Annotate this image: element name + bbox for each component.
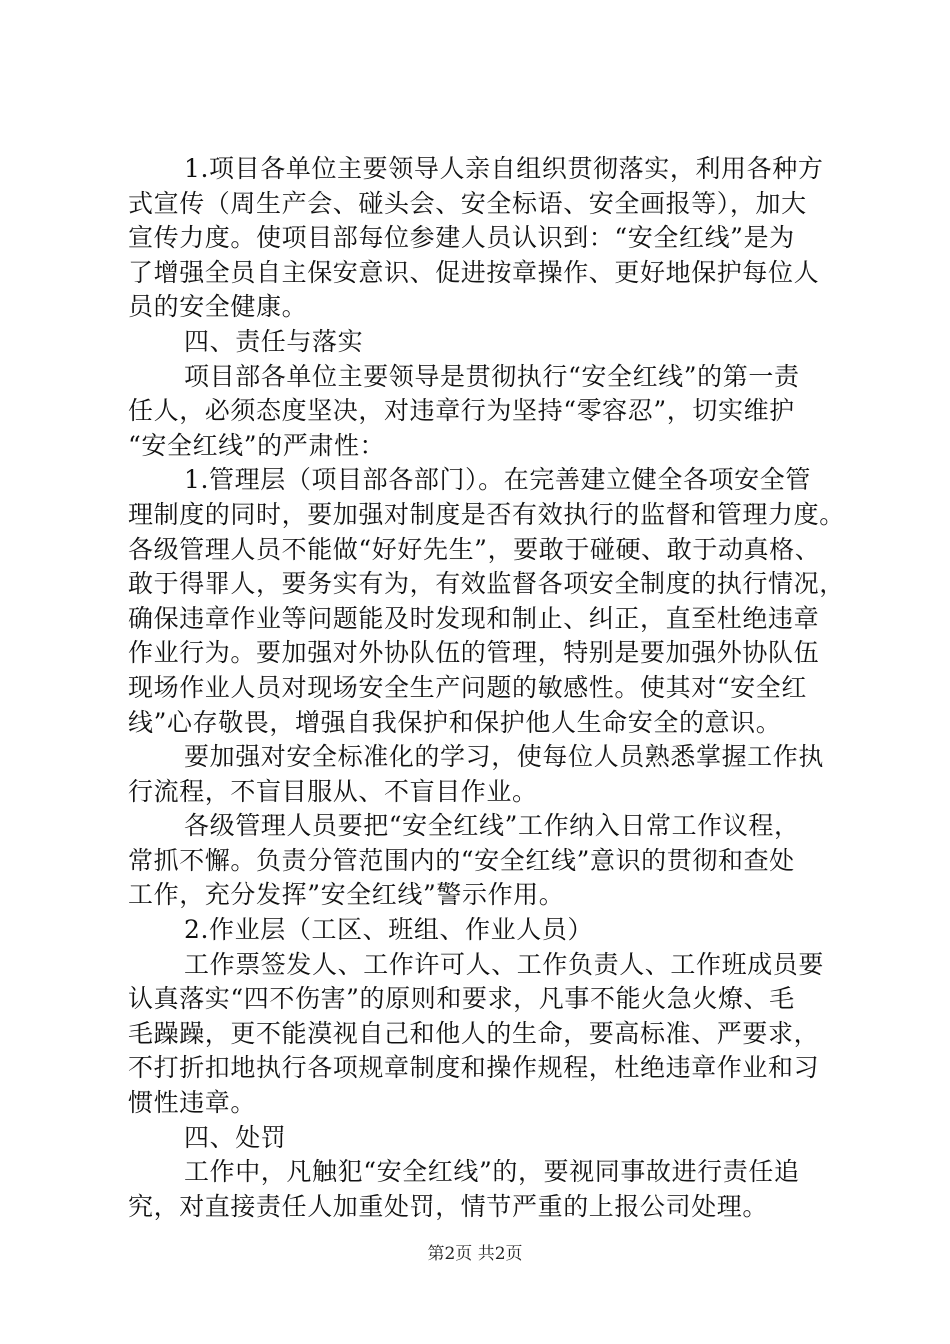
text-line: 各级管理人员要把“安全红线”工作纳入日常工作议程， <box>184 811 800 841</box>
text-line: “安全红线”的严肃性： <box>128 430 386 460</box>
text-line: 要加强对安全标准化的学习，使每位人员熟悉掌握工作执 <box>184 742 825 772</box>
text-line: 究，对直接责任人加重处罚，情节严重的上报公司处理。 <box>128 1191 769 1221</box>
text-line: 敢于得罪人，要务实有为，有效监督各项安全制度的执行情况， <box>128 569 845 599</box>
text-line: 毛躁躁，更不能漠视自己和他人的生命，要高标准、严要求， <box>128 1018 820 1048</box>
text-line: 2.作业层（工区、班组、作业人员） <box>184 915 594 945</box>
text-line: 各级管理人员不能做“好好先生”，要敢于碰硬、敢于动真格、 <box>128 534 821 564</box>
text-line: 式宣传（周生产会、碰头会、安全标语、安全画报等），加大 <box>128 188 807 218</box>
text-line: 了增强全员自主保安意识、促进按章操作、更好地保护每位人 <box>128 257 820 287</box>
text-line: 理制度的同时，要加强对制度是否有效执行的监督和管理力度。 <box>128 499 845 529</box>
text-line: 员的安全健康。 <box>128 292 308 322</box>
text-line: 不打折扣地执行各项规章制度和操作规程，杜绝违章作业和习 <box>128 1053 820 1083</box>
document-body <box>128 152 845 1224</box>
text-line: 线”心存敬畏，增强自我保护和保护他人生命安全的意识。 <box>128 707 782 737</box>
text-line: 工作中，凡触犯“安全红线”的，要视同事故进行责任追 <box>184 1157 800 1187</box>
text-line: 现场作业人员对现场安全生产问题的敏感性。使其对“安全红 <box>128 672 807 702</box>
text-line: 1.管理层（项目部各部门）。在完善建立健全各项安全管 <box>184 465 811 495</box>
text-line: 行流程，不盲目服从、不盲目作业。 <box>128 776 538 806</box>
text-line: 四、责任与落实 <box>184 326 364 356</box>
text-line: 惯性违章。 <box>128 1088 257 1118</box>
text-line: 宣传力度。使项目部每位参建人员认识到：“安全红线”是为 <box>128 223 795 253</box>
page-footer: 第2页 共2页 <box>427 1244 523 1264</box>
text-line: 认真落实“四不伤害”的原则和要求，凡事不能火急火燎、毛 <box>128 984 795 1014</box>
text-line: 四、处罚 <box>184 1122 287 1152</box>
text-line: 工作票签发人、工作许可人、工作负责人、工作班成员要 <box>184 949 825 979</box>
text-line: 项目部各单位主要领导是贯彻执行“安全红线”的第一责 <box>184 361 800 391</box>
text-line: 任人，必须态度坚决，对违章行为坚持“零容忍”，切实维护 <box>128 396 795 426</box>
text-line: 常抓不懈。负责分管范围内的“安全红线”意识的贯彻和查处 <box>128 845 795 875</box>
text-line: 作业行为。要加强对外协队伍的管理，特别是要加强外协队伍 <box>128 638 820 668</box>
text-line: 确保违章作业等问题能及时发现和制止、纠正，直至杜绝违章 <box>128 603 820 633</box>
text-line: 1.项目各单位主要领导人亲自组织贯彻落实，利用各种方 <box>184 154 824 183</box>
text-line: 工作，充分发挥”安全红线”警示作用。 <box>128 880 565 910</box>
